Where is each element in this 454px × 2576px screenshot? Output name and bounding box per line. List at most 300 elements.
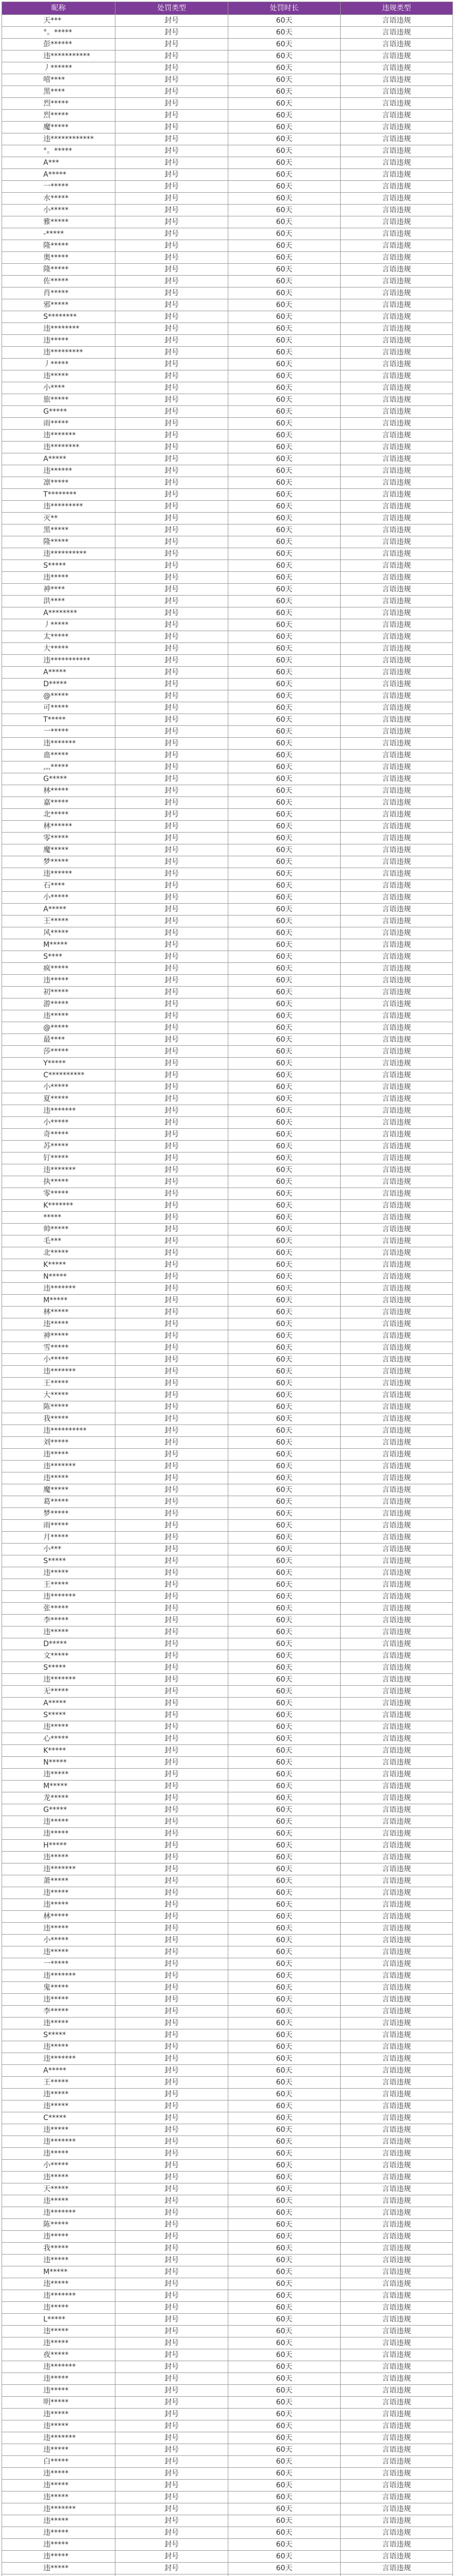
cell-penalty-duration: 60天: [228, 1224, 341, 1235]
cell-penalty-type: 封号: [115, 193, 228, 205]
cell-penalty-duration: 60天: [228, 1555, 341, 1567]
table-row: [2, 169, 453, 181]
cell-violation-type: 言语违规: [341, 2266, 453, 2278]
cell-nickname: D*****: [2, 1638, 115, 1650]
cell-violation-type: 言语违规: [341, 1970, 453, 1982]
table-row: [2, 2124, 453, 2136]
cell-nickname: 违*****: [2, 2041, 115, 2053]
cell-penalty-duration: 60天: [228, 1970, 341, 1982]
cell-violation-type: 言语违规: [341, 2432, 453, 2444]
cell-nickname: 违*******: [2, 1105, 115, 1117]
cell-nickname: 一*****: [2, 1958, 115, 1970]
cell-penalty-duration: 60天: [228, 1899, 341, 1911]
table-row: [2, 406, 453, 418]
cell-violation-type: 言语违规: [341, 726, 453, 738]
cell-nickname: 违*******: [2, 2136, 115, 2148]
cell-nickname: 白*****: [2, 2456, 115, 2468]
table-row: [2, 2361, 453, 2373]
cell-penalty-duration: 60天: [228, 406, 341, 418]
cell-nickname: 风*****: [2, 927, 115, 939]
cell-penalty-type: 封号: [115, 205, 228, 216]
cell-violation-type: 言语违规: [341, 1555, 453, 1567]
cell-penalty-duration: 60天: [228, 939, 341, 951]
cell-penalty-duration: 60天: [228, 98, 341, 110]
table-row: [2, 1461, 453, 1472]
cell-violation-type: 言语违规: [341, 809, 453, 821]
table-row: [2, 1212, 453, 1224]
cell-penalty-type: 封号: [115, 1899, 228, 1911]
cell-penalty-type: 封号: [115, 1484, 228, 1496]
table-row: [2, 1378, 453, 1389]
cell-nickname: 旅*****: [2, 394, 115, 406]
cell-penalty-type: 封号: [115, 998, 228, 1010]
cell-penalty-duration: 60天: [228, 2302, 341, 2314]
cell-penalty-type: 封号: [115, 1153, 228, 1164]
cell-penalty-type: 封号: [115, 1188, 228, 1200]
cell-nickname: °。*****: [2, 145, 115, 157]
table-row: [2, 619, 453, 631]
cell-penalty-type: 封号: [115, 1875, 228, 1887]
cell-penalty-type: 封号: [115, 1354, 228, 1366]
table-row: [2, 572, 453, 584]
cell-penalty-type: 封号: [115, 1389, 228, 1401]
cell-violation-type: 言语违规: [341, 1887, 453, 1899]
cell-penalty-type: 封号: [115, 2361, 228, 2373]
cell-violation-type: 言语违规: [341, 1520, 453, 1532]
cell-penalty-duration: 60天: [228, 74, 341, 86]
cell-penalty-duration: 60天: [228, 1129, 341, 1141]
cell-violation-type: 言语违规: [341, 2207, 453, 2219]
cell-violation-type: 言语违规: [341, 453, 453, 465]
table-row: [2, 1484, 453, 1496]
cell-penalty-type: 封号: [115, 667, 228, 679]
table-row: [2, 15, 453, 27]
cell-nickname: A*****: [2, 453, 115, 465]
cell-violation-type: 言语违规: [341, 2563, 453, 2574]
table-row: [2, 2100, 453, 2112]
table-row: [2, 584, 453, 596]
table-row: [2, 2006, 453, 2018]
table-row: [2, 750, 453, 761]
cell-penalty-duration: 60天: [228, 596, 341, 607]
cell-penalty-type: 封号: [115, 2136, 228, 2148]
cell-penalty-type: 封号: [115, 2183, 228, 2195]
table-row: [2, 1330, 453, 1342]
cell-violation-type: 言语违规: [341, 1153, 453, 1164]
table-row: [2, 442, 453, 453]
cell-violation-type: 言语违规: [341, 2349, 453, 2361]
table-row: [2, 1354, 453, 1366]
cell-violation-type: 言语违规: [341, 2503, 453, 2515]
cell-penalty-type: 封号: [115, 1579, 228, 1591]
cell-penalty-duration: 60天: [228, 1781, 341, 1792]
cell-violation-type: 言语违规: [341, 323, 453, 335]
cell-nickname: 帅*****: [2, 1224, 115, 1235]
table-row: [2, 1994, 453, 2006]
cell-penalty-type: 封号: [115, 2492, 228, 2503]
cell-nickname: 违*****: [2, 2018, 115, 2029]
cell-penalty-duration: 60天: [228, 2397, 341, 2409]
table-row: [2, 145, 453, 157]
cell-penalty-duration: 60天: [228, 809, 341, 821]
cell-penalty-duration: 60天: [228, 2183, 341, 2195]
cell-penalty-type: 封号: [115, 240, 228, 252]
cell-penalty-type: 封号: [115, 2409, 228, 2420]
table-row: [2, 2231, 453, 2243]
cell-nickname: 违*******: [2, 2053, 115, 2065]
cell-penalty-type: 封号: [115, 1840, 228, 1852]
table-row: [2, 1579, 453, 1591]
cell-penalty-duration: 60天: [228, 501, 341, 513]
cell-nickname: 小*****: [2, 892, 115, 904]
table-row: [2, 1591, 453, 1603]
cell-penalty-duration: 60天: [228, 347, 341, 359]
table-row: [2, 2409, 453, 2420]
cell-violation-type: 言语违规: [341, 347, 453, 359]
cell-violation-type: 言语违规: [341, 1769, 453, 1781]
cell-nickname: A***: [2, 157, 115, 169]
cell-penalty-duration: 60天: [228, 560, 341, 572]
cell-penalty-duration: 60天: [228, 1686, 341, 1698]
cell-penalty-type: 封号: [115, 1461, 228, 1472]
cell-violation-type: 言语违规: [341, 1852, 453, 1863]
cell-violation-type: 言语违规: [341, 2480, 453, 2492]
cell-penalty-duration: 60天: [228, 536, 341, 548]
cell-penalty-type: 封号: [115, 524, 228, 536]
cell-penalty-type: 封号: [115, 1733, 228, 1745]
cell-penalty-duration: 60天: [228, 287, 341, 299]
table-row: [2, 975, 453, 987]
table-row: [2, 2574, 453, 2576]
table-row: [2, 1852, 453, 1863]
cell-penalty-duration: 60天: [228, 856, 341, 868]
cell-penalty-duration: 60天: [228, 2326, 341, 2337]
cell-violation-type: 言语违规: [341, 524, 453, 536]
table-row: [2, 2503, 453, 2515]
cell-violation-type: 言语违规: [341, 1259, 453, 1271]
cell-nickname: 违*****: [2, 2089, 115, 2100]
cell-penalty-type: 封号: [115, 169, 228, 181]
cell-nickname: 违*****: [2, 2326, 115, 2337]
cell-penalty-duration: 60天: [228, 1093, 341, 1105]
cell-penalty-type: 封号: [115, 1863, 228, 1875]
table-row: [2, 430, 453, 442]
cell-nickname: 违*****: [2, 2302, 115, 2314]
table-row: [2, 1698, 453, 1709]
cell-nickname: 违*******: [2, 2503, 115, 2515]
cell-penalty-type: 封号: [115, 1425, 228, 1437]
cell-nickname: 违*****: [2, 2172, 115, 2183]
cell-violation-type: 言语违规: [341, 2065, 453, 2077]
cell-violation-type: 言语违规: [341, 1840, 453, 1852]
cell-nickname: 违*****: [2, 1816, 115, 1828]
cell-penalty-duration: 60天: [228, 1235, 341, 1247]
table-row: [2, 1520, 453, 1532]
cell-penalty-duration: 60天: [228, 1413, 341, 1425]
cell-violation-type: 言语违规: [341, 442, 453, 453]
cell-nickname: 林*****: [2, 1911, 115, 1923]
cell-penalty-type: [115, 2574, 228, 2576]
cell-penalty-duration: 60天: [228, 2195, 341, 2207]
cell-nickname: 违*****: [2, 2527, 115, 2539]
cell-nickname: 石****: [2, 880, 115, 892]
cell-penalty-type: 封号: [115, 2385, 228, 2397]
cell-nickname: 洪****: [2, 596, 115, 607]
cell-penalty-duration: 60天: [228, 2468, 341, 2480]
cell-penalty-type: 封号: [115, 133, 228, 145]
cell-penalty-type: 封号: [115, 2349, 228, 2361]
table-row: [2, 1603, 453, 1615]
cell-nickname: C*****: [2, 2112, 115, 2124]
cell-violation-type: 言语违规: [341, 1721, 453, 1733]
cell-violation-type: 言语违规: [341, 2089, 453, 2100]
cell-penalty-duration: 60天: [228, 1935, 341, 1946]
cell-penalty-type: 封号: [115, 1698, 228, 1709]
cell-penalty-duration: 60天: [228, 2018, 341, 2029]
cell-nickname: M*****: [2, 2266, 115, 2278]
cell-penalty-duration: 60天: [228, 987, 341, 998]
cell-nickname: 神*****: [2, 1330, 115, 1342]
cell-nickname: 违******: [2, 868, 115, 880]
cell-violation-type: 言语违规: [341, 1733, 453, 1745]
table-row: [2, 1413, 453, 1425]
cell-penalty-type: 封号: [115, 2089, 228, 2100]
cell-nickname: 零*****: [2, 833, 115, 844]
cell-nickname: 违*****: [2, 2409, 115, 2420]
table-row: [2, 359, 453, 370]
table-row: [2, 963, 453, 975]
cell-penalty-type: 封号: [115, 62, 228, 74]
cell-violation-type: 言语违规: [341, 2243, 453, 2255]
cell-penalty-type: 封号: [115, 2539, 228, 2551]
cell-penalty-duration: 60天: [228, 2349, 341, 2361]
cell-penalty-duration: 60天: [228, 2551, 341, 2563]
cell-penalty-type: 封号: [115, 1472, 228, 1484]
cell-penalty-type: 封号: [115, 1828, 228, 1840]
cell-violation-type: 言语违规: [341, 2029, 453, 2041]
cell-nickname: 小***: [2, 1544, 115, 1555]
cell-violation-type: 言语违规: [341, 1982, 453, 1994]
cell-nickname: 违**********: [2, 548, 115, 560]
cell-violation-type: 言语违规: [341, 998, 453, 1010]
table-row: [2, 287, 453, 299]
cell-penalty-duration: 60天: [228, 1295, 341, 1307]
table-row: [2, 1769, 453, 1781]
cell-nickname: *****: [2, 1212, 115, 1224]
cell-penalty-duration: 60天: [228, 2515, 341, 2527]
cell-violation-type: 言语违规: [341, 1472, 453, 1484]
cell-nickname: 违*****: [2, 2468, 115, 2480]
cell-nickname: 违*******: [2, 1366, 115, 1378]
cell-nickname: 隆*****: [2, 264, 115, 276]
cell-violation-type: 言语违规: [341, 1413, 453, 1425]
cell-nickname: 陈*****: [2, 2219, 115, 2231]
cell-violation-type: 言语违规: [341, 1626, 453, 1638]
table-row: [2, 1247, 453, 1259]
cell-nickname: 小*****: [2, 1117, 115, 1129]
cell-violation-type: 言语违规: [341, 844, 453, 856]
cell-violation-type: 言语违规: [341, 1816, 453, 1828]
cell-penalty-duration: 60天: [228, 2361, 341, 2373]
cell-violation-type: 言语违规: [341, 1650, 453, 1662]
cell-penalty-duration: 60天: [228, 2124, 341, 2136]
cell-violation-type: 言语违规: [341, 1401, 453, 1413]
table-row: [2, 833, 453, 844]
cell-nickname: S*****: [2, 2029, 115, 2041]
cell-violation-type: 言语违规: [341, 2018, 453, 2029]
cell-penalty-duration: 60天: [228, 1875, 341, 1887]
cell-penalty-type: 封号: [115, 1117, 228, 1129]
cell-penalty-type: 封号: [115, 477, 228, 489]
cell-nickname: 违*****: [2, 2373, 115, 2385]
table-row: [2, 690, 453, 702]
cell-penalty-type: 封号: [115, 2018, 228, 2029]
cell-penalty-duration: 60天: [228, 1603, 341, 1615]
cell-violation-type: 言语违规: [341, 1508, 453, 1520]
cell-penalty-type: 封号: [115, 643, 228, 655]
cell-penalty-duration: 60天: [228, 157, 341, 169]
cell-penalty-type: 封号: [115, 2053, 228, 2065]
table-row: [2, 1070, 453, 1081]
cell-penalty-duration: 60天: [228, 1615, 341, 1626]
cell-violation-type: 言语违规: [341, 1567, 453, 1579]
cell-violation-type: 言语违规: [341, 1615, 453, 1626]
cell-penalty-type: 封号: [115, 904, 228, 916]
cell-violation-type: 言语违规: [341, 74, 453, 86]
table-row: [2, 951, 453, 963]
table-row: [2, 2112, 453, 2124]
cell-penalty-duration: 60天: [228, 785, 341, 797]
cell-violation-type: 言语违规: [341, 335, 453, 347]
cell-penalty-duration: 60天: [228, 1105, 341, 1117]
cell-violation-type: 言语违规: [341, 501, 453, 513]
cell-penalty-duration: 60天: [228, 2420, 341, 2432]
table-row: [2, 1093, 453, 1105]
cell-penalty-type: 封号: [115, 1804, 228, 1816]
table-row: [2, 2290, 453, 2302]
cell-penalty-duration: 60天: [228, 1117, 341, 1129]
cell-penalty-duration: 60天: [228, 2160, 341, 2172]
table-row: [2, 1674, 453, 1686]
cell-violation-type: 言语违规: [341, 904, 453, 916]
cell-penalty-duration: 60天: [228, 430, 341, 442]
cell-penalty-duration: 60天: [228, 2278, 341, 2290]
cell-penalty-type: 封号: [115, 453, 228, 465]
cell-nickname: A********: [2, 607, 115, 619]
cell-penalty-duration: 60天: [228, 335, 341, 347]
cell-violation-type: 言语违规: [341, 252, 453, 264]
cell-violation-type: 言语违规: [341, 916, 453, 927]
cell-penalty-duration: 60天: [228, 655, 341, 667]
cell-nickname: 违*****: [2, 1010, 115, 1022]
cell-penalty-type: 封号: [115, 2219, 228, 2231]
cell-nickname: 违*****: [2, 1626, 115, 1638]
cell-penalty-duration: 60天: [228, 2065, 341, 2077]
table-row: [2, 2515, 453, 2527]
cell-violation-type: 言语违规: [341, 939, 453, 951]
table-row: [2, 2183, 453, 2195]
table-row: [2, 2420, 453, 2432]
cell-penalty-duration: 60天: [228, 1840, 341, 1852]
table-row: [2, 761, 453, 773]
cell-nickname: N*****: [2, 1757, 115, 1769]
cell-penalty-duration: 60天: [228, 821, 341, 833]
cell-penalty-type: 封号: [115, 323, 228, 335]
cell-penalty-duration: 60天: [228, 2480, 341, 2492]
cell-violation-type: 言语违规: [341, 1295, 453, 1307]
cell-violation-type: 言语违规: [341, 1745, 453, 1757]
cell-violation-type: 言语违规: [341, 169, 453, 181]
cell-penalty-duration: 60天: [228, 477, 341, 489]
cell-penalty-type: 封号: [115, 1235, 228, 1247]
table-row: [2, 1804, 453, 1816]
cell-penalty-type: 封号: [115, 370, 228, 382]
cell-penalty-type: 封号: [115, 1935, 228, 1946]
cell-penalty-type: 封号: [115, 347, 228, 359]
cell-penalty-type: 封号: [115, 1129, 228, 1141]
cell-penalty-duration: 60天: [228, 2243, 341, 2255]
table-row: [2, 2136, 453, 2148]
cell-nickname: 明*****: [2, 2397, 115, 2409]
cell-nickname: 违*****: [2, 2551, 115, 2563]
cell-nickname: 最****: [2, 1034, 115, 1046]
cell-violation-type: 言语违规: [341, 1449, 453, 1461]
cell-violation-type: 言语违规: [341, 311, 453, 323]
cell-penalty-type: 封号: [115, 1307, 228, 1318]
cell-penalty-type: 封号: [115, 1437, 228, 1449]
table-row: [2, 2492, 453, 2503]
table-row: [2, 1200, 453, 1212]
cell-penalty-duration: 60天: [228, 1958, 341, 1970]
cell-violation-type: 言语违规: [341, 1176, 453, 1188]
cell-penalty-type: 封号: [115, 1141, 228, 1153]
table-row: [2, 880, 453, 892]
cell-penalty-duration: 60天: [228, 2444, 341, 2456]
table-row: [2, 228, 453, 240]
table-row: [2, 1626, 453, 1638]
cell-penalty-duration: 60天: [228, 252, 341, 264]
cell-nickname: 彭******: [2, 39, 115, 50]
table-row: [2, 1318, 453, 1330]
cell-nickname: 违*****: [2, 2480, 115, 2492]
table-row: [2, 679, 453, 690]
table-row: [2, 1389, 453, 1401]
cell-nickname: 违*******: [2, 2432, 115, 2444]
table-body: [2, 15, 453, 2576]
table-row: [2, 501, 453, 513]
cell-violation-type: 言语违规: [341, 1579, 453, 1591]
cell-violation-type: 言语违规: [341, 110, 453, 122]
cell-penalty-duration: 60天: [228, 1769, 341, 1781]
table-row: [2, 2456, 453, 2468]
table-row: [2, 370, 453, 382]
cell-penalty-duration: 60天: [228, 513, 341, 524]
table-row: [2, 1508, 453, 1520]
cell-penalty-duration: 60天: [228, 1946, 341, 1958]
cell-penalty-type: 封号: [115, 1034, 228, 1046]
table-row: [2, 2065, 453, 2077]
table-row: [2, 1792, 453, 1804]
cell-nickname: 邪*****: [2, 299, 115, 311]
cell-penalty-duration: 60天: [228, 311, 341, 323]
cell-violation-type: 言语违规: [341, 2397, 453, 2409]
cell-violation-type: 言语违规: [341, 2053, 453, 2065]
cell-penalty-type: 封号: [115, 2527, 228, 2539]
cell-penalty-type: 封号: [115, 809, 228, 821]
table-row: [2, 1425, 453, 1437]
cell-penalty-type: 封号: [115, 548, 228, 560]
header-penalty-type: 处罚类型: [115, 2, 228, 15]
